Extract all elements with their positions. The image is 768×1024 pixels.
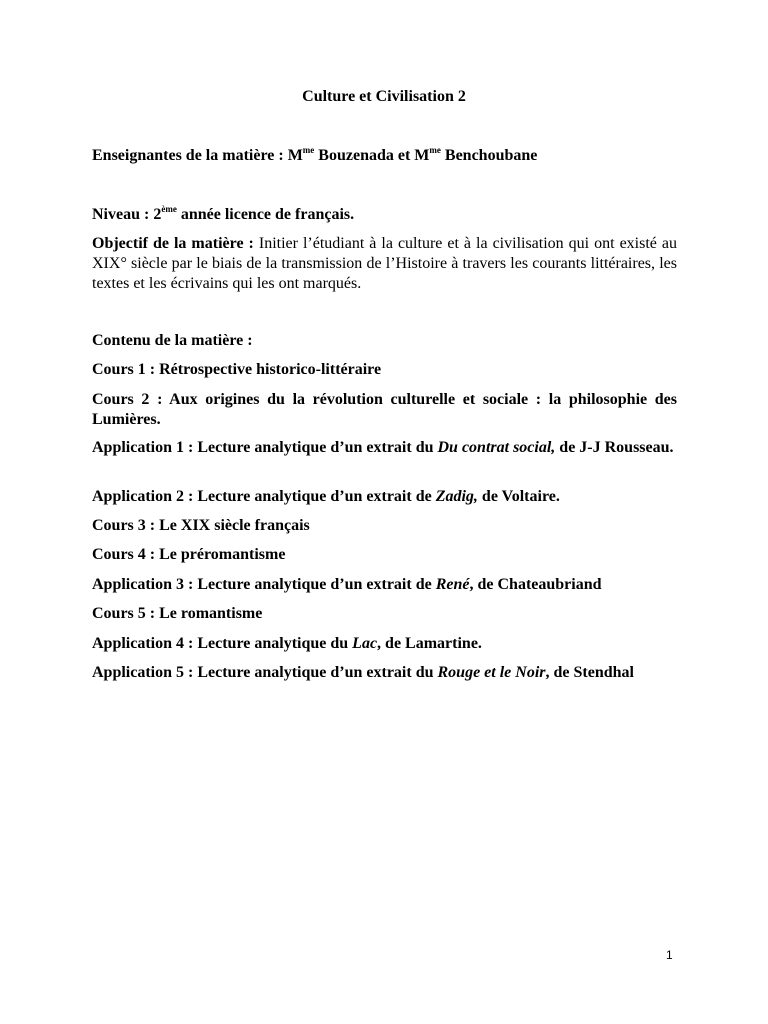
page-number: 1 — [666, 948, 673, 962]
teacher-2-name: Benchoubane — [440, 147, 538, 164]
level-sup: ème — [161, 204, 177, 214]
item-italic-title: Lac — [352, 635, 378, 652]
objective-paragraph — [92, 234, 677, 294]
teacher-1-name: Bouzenada et — [314, 147, 415, 164]
item-text: Cours 4 : Le préromantisme — [92, 546, 286, 563]
item-italic-title: Rouge et le Noir — [437, 664, 546, 681]
content-heading: Contenu de la matière : — [92, 332, 253, 349]
item-text: Cours 1 : Rétrospective historico-littéraire — [92, 361, 382, 378]
teacher-1-prefix: M — [287, 147, 303, 164]
content-item — [92, 663, 677, 683]
content-item — [92, 575, 677, 595]
item-text: Application 4 : Lecture analytique du — [92, 635, 353, 652]
level-line — [92, 205, 677, 225]
teachers-line — [92, 146, 677, 166]
item-author: , de Stendhal — [545, 664, 634, 681]
level-value: année licence de français. — [176, 206, 355, 223]
content-item — [92, 390, 677, 430]
item-italic-title: Zadig, — [435, 488, 478, 505]
content-item — [92, 487, 677, 507]
content-item — [92, 545, 677, 565]
document-title: Culture et Civilisation 2 — [302, 88, 466, 105]
teacher-2-prefix: M — [414, 147, 430, 164]
content-item — [92, 604, 677, 624]
content-item — [92, 438, 677, 458]
item-italic-title: René — [435, 576, 470, 593]
item-author: , de Lamartine. — [377, 635, 482, 652]
content-item — [92, 360, 677, 380]
item-author: de Voltaire. — [477, 488, 560, 505]
teachers-label: Enseignantes de la matière : — [92, 147, 288, 164]
item-text: Application 2 : Lecture analytique d’un extrait de — [92, 488, 436, 505]
content-item — [92, 516, 677, 536]
teacher-2-sup: me — [429, 145, 441, 155]
item-text: Application 5 : Lecture analytique d’un extrait du — [92, 664, 438, 681]
item-text: Cours 3 : Le XIX siècle français — [92, 517, 310, 534]
item-text: Application 1 : Lecture analytique d’un extrait du — [92, 439, 438, 456]
content-item — [92, 634, 677, 654]
teacher-1-sup: me — [302, 145, 315, 155]
objective-label: Objectif de la matière : — [92, 235, 259, 252]
level-label: Niveau : 2 — [92, 206, 162, 223]
item-author: de J-J Rousseau. — [555, 439, 674, 456]
item-text: Cours 2 : Aux origines du la révolution culturelle et sociale : la philosophie des Lumières. — [92, 391, 677, 428]
objective-text: Initier l’étudiant à la culture et à la civilisation qui ont existé au XIX° siècle par le biais de la transmission de l’Histoire à travers les courants littéraires, les textes et les écrivains qui les ont marqués. — [92, 235, 677, 292]
item-author: , de Chateaubriand — [469, 576, 602, 593]
item-text: Cours 5 : Le romantisme — [92, 605, 263, 622]
item-italic-title: Du contrat social, — [437, 439, 556, 456]
item-text: Application 3 : Lecture analytique d’un extrait de — [92, 576, 436, 593]
